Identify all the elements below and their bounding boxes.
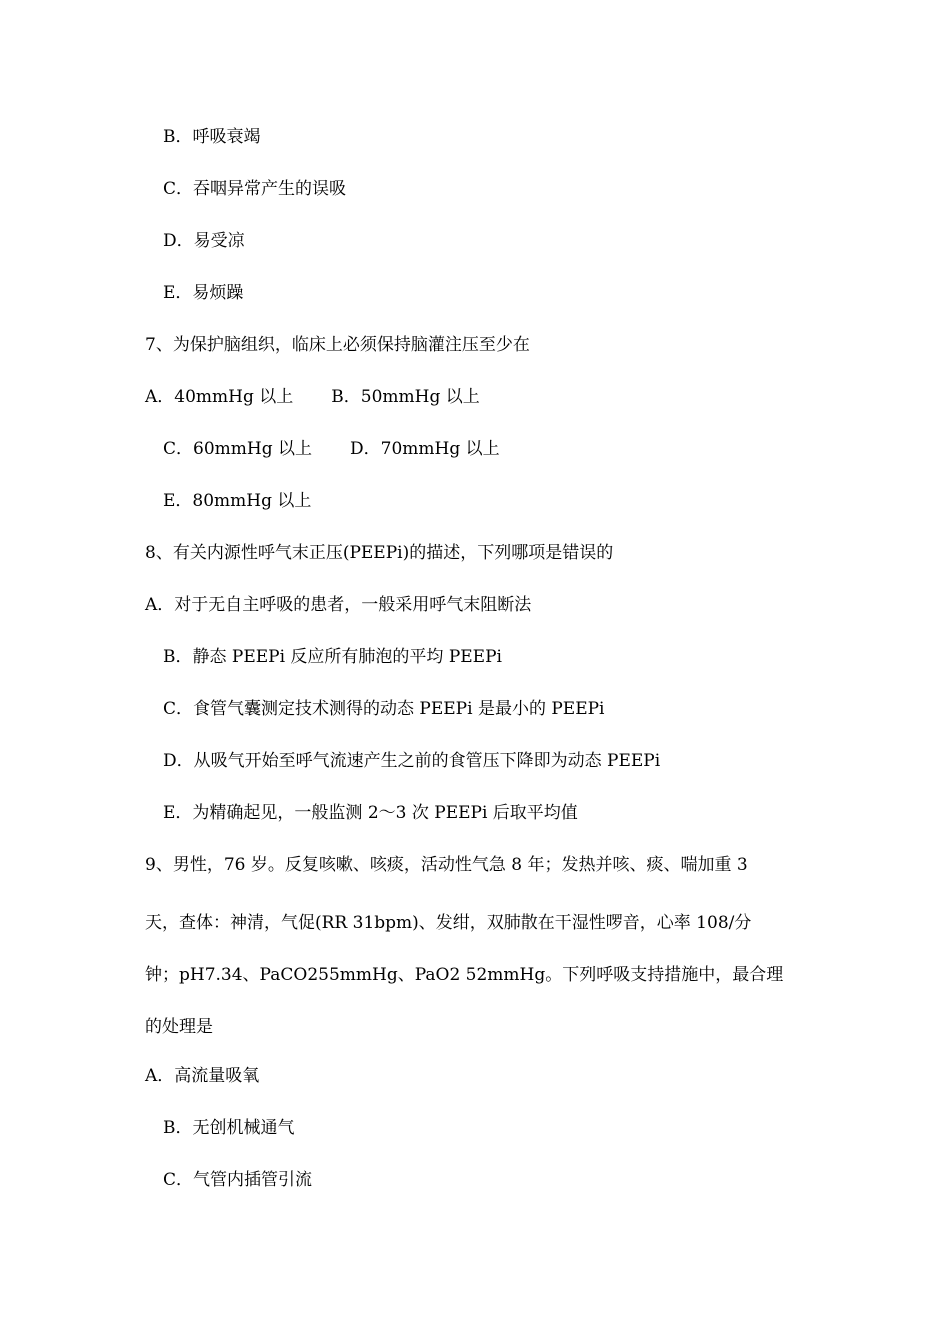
q7-option-d: D．70mmHg 以上: [350, 439, 500, 459]
q7-options-row-2: [163, 438, 500, 460]
q9-option-b: B．无创机械通气: [163, 1118, 295, 1138]
q6-option-d: D．易受凉: [163, 231, 245, 251]
q6-option-e: E．易烦躁: [163, 283, 244, 303]
q8-option-d: D．从吸气开始至呼气流速产生之前的食管压下降即为动态 PEEPi: [163, 751, 661, 771]
q7-option-e: E．80mmHg 以上: [163, 491, 312, 511]
q9-option-c: C．气管内插管引流: [163, 1170, 313, 1190]
q7-option-b: B．50mmHg 以上: [331, 387, 480, 407]
q6-option-b: B．呼吸衰竭: [163, 127, 261, 147]
q7-options-row-1: [145, 386, 480, 408]
q8-option-c: C．食管气囊测定技术测得的动态 PEEPi 是最小的 PEEPi: [163, 699, 605, 719]
q8-option-a: A．对于无自主呼吸的患者，一般采用呼气末阻断法: [145, 595, 532, 615]
q9-stem-line-1: 9、男性，76 岁。反复咳嗽、咳痰，活动性气急 8 年；发热并咳、痰、喘加重 3: [145, 855, 748, 875]
q8-option-e: E．为精确起见，一般监测 2～3 次 PEEPi 后取平均值: [163, 803, 578, 823]
q7-stem: 7、为保护脑组织，临床上必须保持脑灌注压至少在: [145, 335, 530, 355]
q9-stem-line-2: 天，查体：神清，气促(RR 31bpm)、发绀，双肺散在干湿性啰音，心率 108/分: [145, 913, 752, 933]
q9-stem-line-4: 的处理是: [145, 1017, 213, 1037]
q8-stem: 8、有关内源性呼气末正压(PEEPi)的描述，下列哪项是错误的: [145, 543, 614, 563]
q8-option-b: B．静态 PEEPi 反应所有肺泡的平均 PEEPi: [163, 647, 502, 667]
q9-option-a: A．高流量吸氧: [145, 1066, 260, 1086]
q7-option-a: A．40mmHg 以上: [145, 387, 294, 407]
q6-option-c: C．吞咽异常产生的误吸: [163, 179, 347, 199]
q7-option-c: C．60mmHg 以上: [163, 439, 312, 459]
q9-stem-line-3: 钟；pH7.34、PaCO255mmHg、PaO2 52mmHg。下列呼吸支持措施中，最合理: [145, 965, 784, 985]
